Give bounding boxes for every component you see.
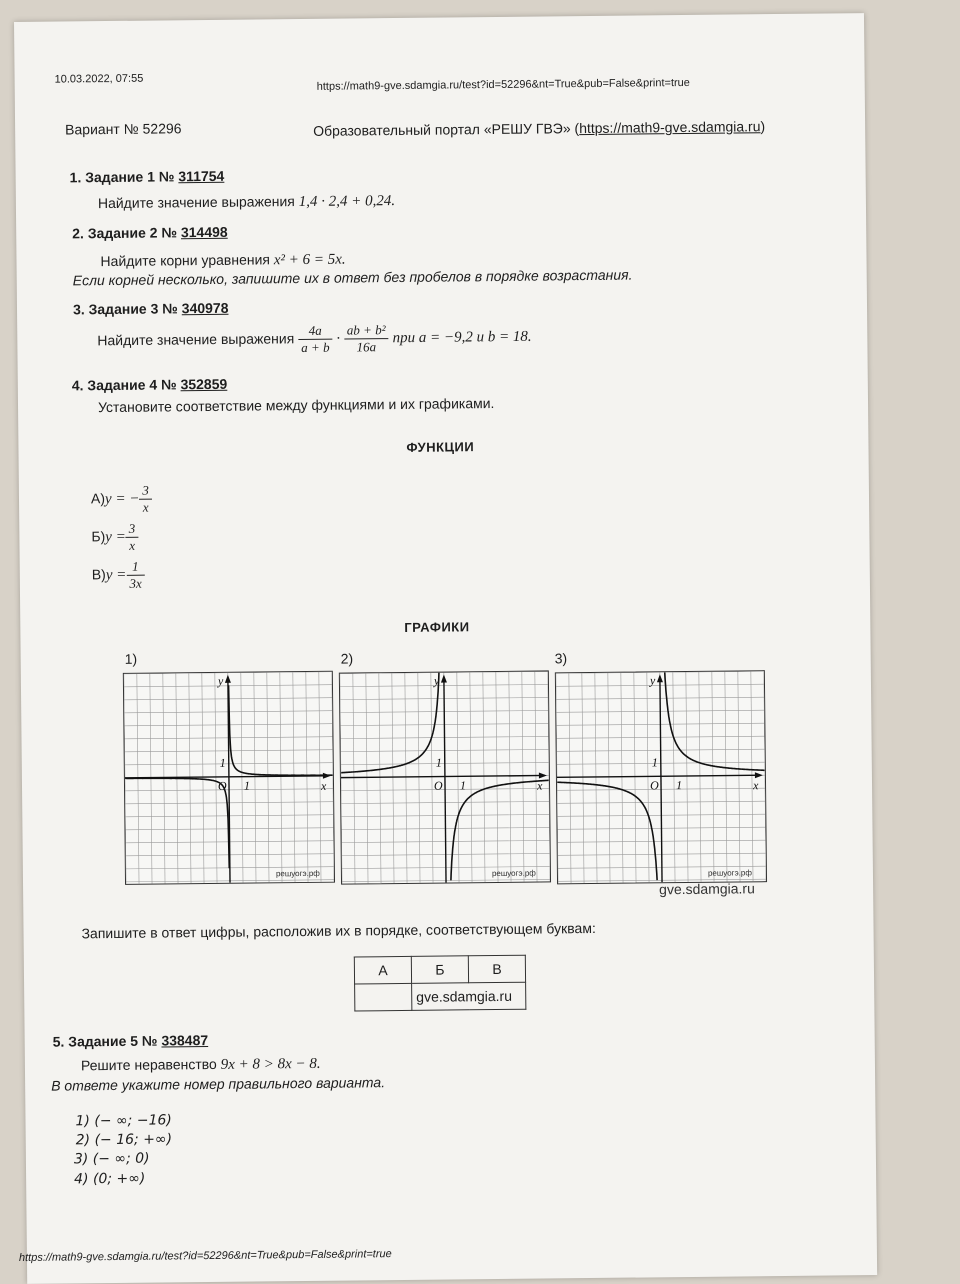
hyperbola-branch-neg [557,781,657,881]
unit-x-label: 1 [243,778,251,793]
grid-line [699,672,701,882]
option-3: 3) (− ∞; 0) [73,1150,150,1168]
x-axis [557,775,761,777]
grid-line [608,673,610,883]
task-3-title: 3. Задание 3 № 340978 [72,299,229,318]
origin-label: O [217,778,227,793]
grid-line [293,672,295,882]
grid-line [522,672,524,882]
grid-line [582,673,584,883]
graph-watermark: решуогэ.рф [707,868,752,878]
grid-line [457,672,459,882]
graph-watermark: решуогэ.рф [491,868,536,879]
y-axis-arrow [657,674,663,682]
origin-label: O [649,778,659,793]
grid-line [647,672,649,882]
option-2: 2) (− 16; +∞) [75,1131,173,1149]
x-axis-label: x [752,778,759,793]
grid-line [556,673,558,883]
unit-x-label: 1 [459,778,467,793]
grid-line [267,672,269,882]
task-5-link[interactable]: 338487 [161,1032,209,1049]
grid-line [686,672,688,882]
grid-line [202,673,204,883]
grid-line [340,674,342,884]
x-axis [341,775,545,777]
grid-line [712,672,714,882]
answer-header-c: В [468,955,525,983]
answer-table [354,955,527,1012]
y-axis [660,676,662,882]
task-5-inequality: 9x + 8 > 8x − 8. [220,1055,321,1073]
graph-3-label: 3) [554,650,568,667]
grid-line [509,672,511,882]
task-2-link[interactable]: 314498 [180,223,228,241]
y-axis-label: y [217,673,224,688]
function-a: А)y = − $\frac{3}{x}$ [91,483,152,517]
y-axis-label: y [649,673,656,688]
task-1-title: 1. Задание 1 № 311754 [69,167,225,186]
unit-x-label: 1 [675,778,683,793]
grid-line [418,673,420,883]
hyperbola-branch-pos [450,780,550,880]
answer-header-b: Б [411,956,468,984]
graph-2-label: 2) [340,650,354,667]
unit-y-label: 1 [435,755,442,770]
grid-line [280,672,282,882]
task-5-title: 5. Задание 5 № 338487 [52,1032,209,1050]
grid-line [241,673,243,883]
grid-line [366,673,368,883]
graph-watermark: решуогэ.рф [275,868,320,879]
grid-line [483,672,485,882]
grid-line [569,673,571,883]
functions-heading: ФУНКЦИИ [406,439,475,455]
task-4-text: Установите соответствие между функциями и их графиками. [97,394,495,416]
graph-2 [339,670,551,884]
answer-header-a: А [354,956,411,984]
y-axis-label: y [433,673,440,688]
answer-cell-a[interactable] [355,983,412,1011]
task-2-note: Если корней несколько, запишите их в ответ без пробелов в порядке возрастания. [72,266,633,289]
portal-title: Образовательный портал «РЕШУ ГВЭ» (https://math9-gve.sdamgia.ru) [313,118,766,139]
graph-1 [123,671,335,885]
grid-line [595,673,597,883]
grid-line [548,671,550,881]
answer-prompt: Запишите в ответ цифры, расположив их в порядке, соответствующем буквам: [81,919,596,942]
task-5-text: Решите неравенство 9x + 8 > 8x − 8. [80,1055,321,1074]
task-2-equation: x² + 6 = 5x. [273,251,346,269]
grid-line [431,673,433,883]
grid-line [215,673,217,883]
grid-line [332,672,334,882]
grid-line [673,672,675,882]
task-3-condition: при a = −9,2 и b = 18. [392,328,532,347]
function-c: В)y = $\frac{1}{3x}$ [92,559,145,593]
print-url: https://math9-gve.sdamgia.ru/test?id=52296&nt=True&pub=False&print=true [316,76,690,93]
task-4-title: 4. Задание 4 № 352859 [71,375,228,394]
task-1-link[interactable]: 311754 [178,167,225,185]
task-4-link[interactable]: 352859 [180,375,228,393]
grid-line [738,671,740,881]
grid-line [535,672,537,882]
task-2-text: Найдите корни уравнения x² + 6 = 5x. [100,251,346,270]
hyperbola-branch-pos [665,671,765,771]
grid-line [392,673,394,883]
task-5-note: В ответе укажите номер правильного варианта. [51,1074,386,1094]
grid-line [496,672,498,882]
grid-line [725,672,727,882]
task-3-link[interactable]: 340978 [181,299,229,317]
grid-line [319,672,321,882]
grid-line [634,673,636,883]
answer-cell-watermark: gve.sdamgia.ru [412,982,526,1010]
task-3-fraction-1: $\frac{4a}{a + b}$ [298,323,333,356]
site-watermark: gve.sdamgia.ru [659,880,755,898]
grid-line [621,673,623,883]
grid-line [751,671,753,881]
grid-line [306,672,308,882]
task-3-text: Найдите значение выражения $\frac{4a}{a + b}$ · $\frac{\text{ab + b²}}{16a}$ при a = −9,2 и b = 18. [97,322,532,356]
variant-number: Вариант № 52296 [65,120,182,138]
task-2-title: 2. Задание 2 № 314498 [72,223,228,242]
y-axis [444,677,446,883]
task-1-text: Найдите значение выражения 1,4 · 2,4 + 0,24. [97,193,396,212]
task-1-expression: 1,4 · 2,4 + 0,24. [298,193,396,211]
grid-line [254,673,256,883]
y-axis-arrow [441,675,447,683]
grid-line [405,673,407,883]
footer-url: https://math9-gve.sdamgia.ru/test?id=52296&nt=True&pub=False&print=true [18,1248,392,1265]
option-4: 4) (0; +∞) [74,1170,146,1188]
task-3-fraction-2: $\frac{\text{ab + b²}}{16a}$ [344,322,389,355]
print-datetime: 10.03.2022, 07:55 [54,72,144,86]
grid-line [764,671,766,881]
x-axis-label: x [320,778,327,793]
graphs-heading: ГРАФИКИ [404,619,470,635]
unit-y-label: 1 [651,755,658,770]
grid-line [353,673,355,883]
unit-y-label: 1 [219,755,226,770]
x-axis-label: x [536,778,543,793]
portal-link[interactable]: https://math9-gve.sdamgia.ru [579,118,761,137]
grid-line [470,672,472,882]
graph-3 [555,670,767,884]
option-1: 1) (− ∞; −16) [75,1112,172,1130]
origin-label: O [433,778,443,793]
y-axis-arrow [225,675,231,683]
grid-line [379,673,381,883]
function-b: Б)y = $\frac{3}{x}$ [91,521,138,554]
printed-page [14,13,877,1284]
graph-1-label: 1) [124,650,138,667]
hyperbola-branch-neg [340,673,440,773]
